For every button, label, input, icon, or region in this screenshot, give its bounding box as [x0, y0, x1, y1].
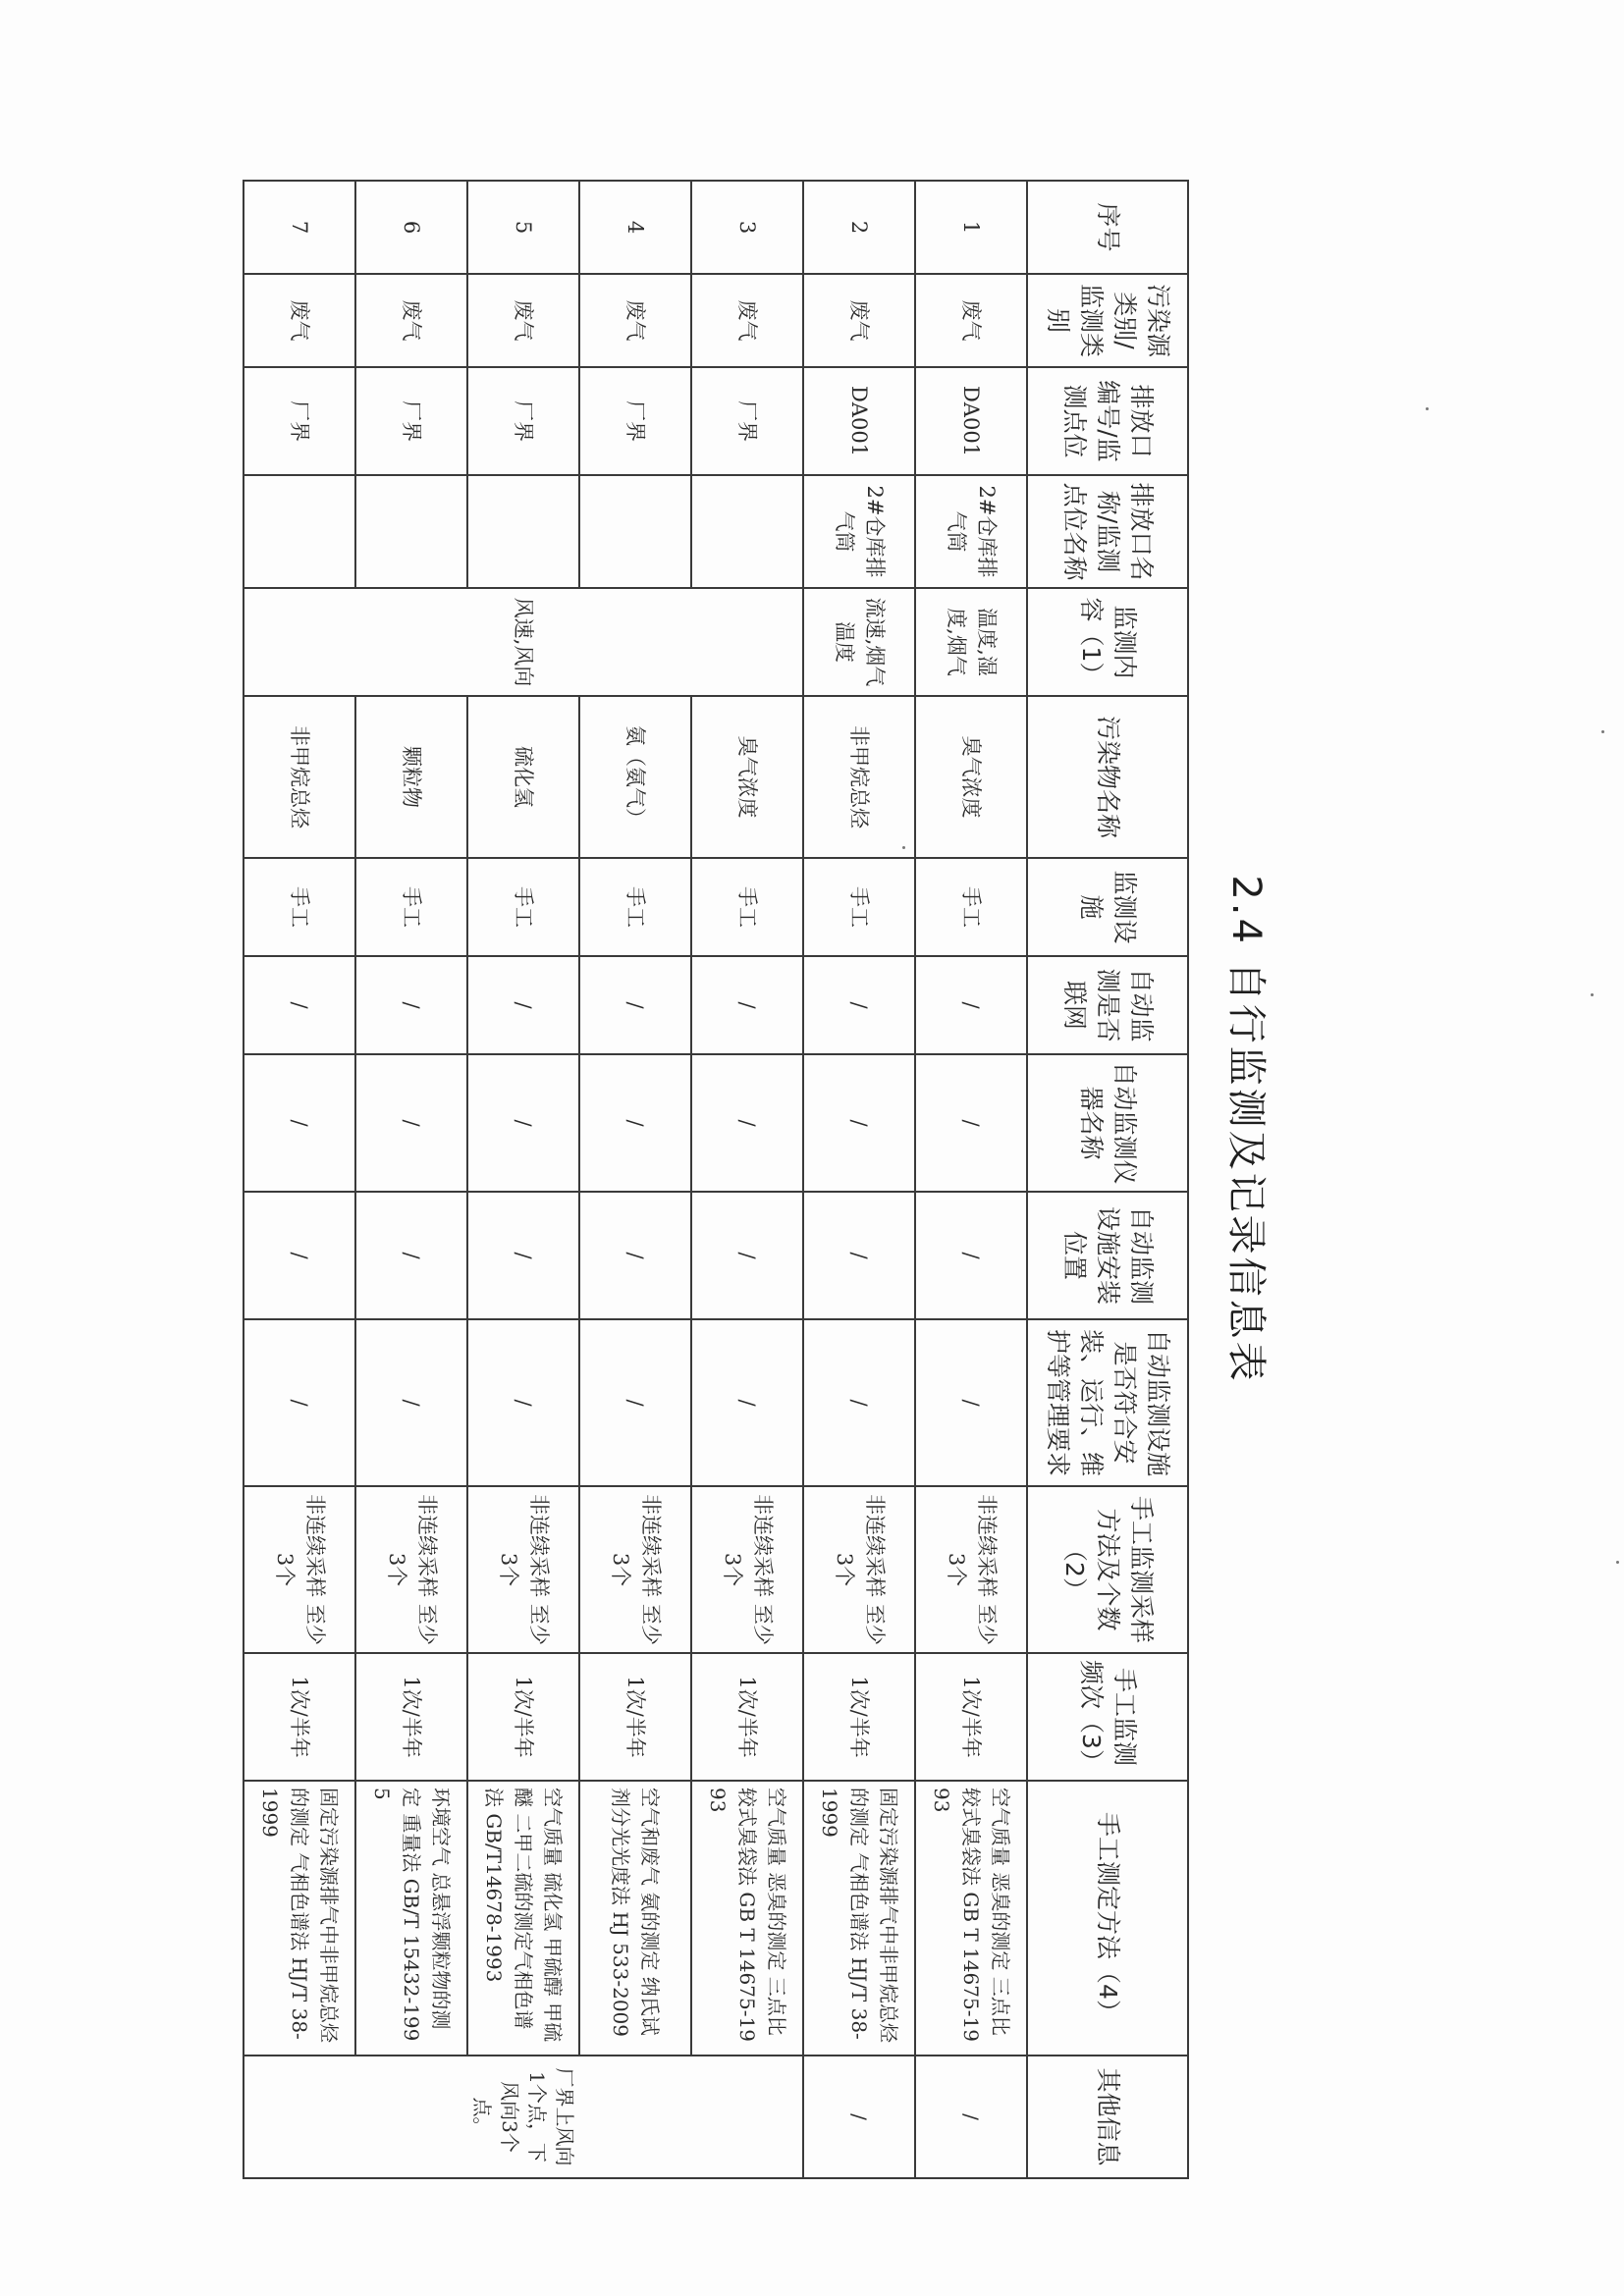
cell-compliance: /: [691, 1319, 803, 1486]
cell-outlet-name: 2#仓库排气筒: [803, 475, 915, 588]
cell-facility: 手工: [691, 858, 803, 956]
cell-instrument: /: [579, 1054, 691, 1192]
scan-speck: [1601, 730, 1604, 733]
header-cell: 手工监测采样方法及个数（2）: [1027, 1486, 1188, 1653]
cell-instrument: /: [691, 1054, 803, 1192]
cell-no: 4: [579, 181, 691, 274]
cell-networked: /: [467, 956, 579, 1054]
cell-no: 3: [691, 181, 803, 274]
cell-outlet-name: 2#仓库排气筒: [915, 475, 1027, 588]
cell-install-position: /: [355, 1192, 467, 1319]
cell-frequency: 1次/半年: [579, 1653, 691, 1781]
cell-sampling: 非连续采样 至少3个: [467, 1486, 579, 1653]
table-row: [915, 181, 1027, 2178]
cell-compliance: /: [467, 1319, 579, 1486]
cell-method: 固定污染源排气中非甲烷总烃的测定 气相色谱法 HJ/T 38-1999: [244, 1781, 355, 2056]
header-cell: 污染物名称: [1027, 696, 1188, 858]
cell-instrument: /: [803, 1054, 915, 1192]
cell-category: 废气: [579, 274, 691, 367]
cell-method: 环境空气 总悬浮颗粒物的测定 重量法 GB/T 15432-1995: [355, 1781, 467, 2056]
cell-sampling: 非连续采样 至少3个: [803, 1486, 915, 1653]
cell-outlet-id: 厂界: [244, 367, 355, 475]
cell-frequency: 1次/半年: [803, 1653, 915, 1781]
cell-compliance: /: [355, 1319, 467, 1486]
cell-networked: /: [803, 956, 915, 1054]
scan-speck: [1591, 993, 1594, 996]
cell-facility: 手工: [803, 858, 915, 956]
table-row: [579, 181, 691, 2178]
cell-facility: 手工: [244, 858, 355, 956]
table-row: [803, 181, 915, 2178]
cell-outlet-name: [691, 475, 803, 588]
cell-other: /: [803, 2056, 915, 2178]
cell-sampling: 非连续采样 至少3个: [691, 1486, 803, 1653]
cell-outlet-id: DA001: [915, 367, 1027, 475]
cell-install-position: /: [467, 1192, 579, 1319]
cell-instrument: /: [244, 1054, 355, 1192]
cell-outlet-id: DA001: [803, 367, 915, 475]
cell-compliance: /: [244, 1319, 355, 1486]
cell-outlet-id: 厂界: [467, 367, 579, 475]
rotated-content: [258, 180, 1297, 2166]
cell-sampling: 非连续采样 至少3个: [355, 1486, 467, 1653]
cell-outlet-id: 厂界: [691, 367, 803, 475]
cell-other: /: [915, 2056, 1027, 2178]
cell-networked: /: [915, 956, 1027, 1054]
section-title: 2.4 自行监测及记录信息表: [1223, 875, 1269, 1384]
cell-frequency: 1次/半年: [355, 1653, 467, 1781]
cell-method: 空气质量 恶臭的测定 三点比较式臭袋法 GB T 14675-1993: [915, 1781, 1027, 2056]
cell-no: 2: [803, 181, 915, 274]
cell-outlet-name: [467, 475, 579, 588]
cell-pollutant: 颗粒物: [355, 696, 467, 858]
cell-sampling: 非连续采样 至少3个: [244, 1486, 355, 1653]
cell-compliance: /: [915, 1319, 1027, 1486]
header-cell: 监测内容（1）: [1027, 588, 1188, 696]
header-cell: 自动监测设施安装位置: [1027, 1192, 1188, 1319]
cell-install-position: /: [579, 1192, 691, 1319]
header-row: [1027, 181, 1188, 2178]
cell-method: 空气质量 硫化氢 甲硫醇 甲硫醚 二甲二硫的测定气相色谱法 GB/T14678-1993: [467, 1781, 579, 2056]
cell-outlet-name: [355, 475, 467, 588]
cell-category: 废气: [355, 274, 467, 367]
cell-outlet-name: [579, 475, 691, 588]
cell-pollutant: 硫化氢: [467, 696, 579, 858]
cell-frequency: 1次/半年: [691, 1653, 803, 1781]
cell-category: 废气: [915, 274, 1027, 367]
header-cell: 排放口名称/监测点位名称: [1027, 475, 1188, 588]
monitoring-table: [243, 180, 1189, 2179]
cell-category: 废气: [244, 274, 355, 367]
cell-compliance: /: [579, 1319, 691, 1486]
cell-content-merged: 风速,风向: [244, 588, 803, 696]
cell-method: 空气和废气 氨的测定 纳氏试剂分光光度法 HJ 533-2009: [579, 1781, 691, 2056]
cell-outlet-name: [244, 475, 355, 588]
cell-outlet-id: 厂界: [579, 367, 691, 475]
table-row: [355, 181, 467, 2178]
cell-outlet-id: 厂界: [355, 367, 467, 475]
cell-sampling: 非连续采样 至少3个: [915, 1486, 1027, 1653]
header-cell: 手工测定方法（4）: [1027, 1781, 1188, 2056]
header-cell: 自动监测是否联网: [1027, 956, 1188, 1054]
cell-facility: 手工: [467, 858, 579, 956]
header-cell: 其他信息: [1027, 2056, 1188, 2178]
cell-category: 废气: [803, 274, 915, 367]
cell-no: 7: [244, 181, 355, 274]
header-cell: 自动监测设施是否符合安装、运行、维护等管理要求: [1027, 1319, 1188, 1486]
header-cell: 自动监测仪器名称: [1027, 1054, 1188, 1192]
table-row: [691, 181, 803, 2178]
cell-networked: /: [244, 956, 355, 1054]
cell-content: 温度,湿度,烟气: [915, 588, 1027, 696]
cell-pollutant: 氨（氨气）: [579, 696, 691, 858]
cell-method: 固定污染源排气中非甲烷总烃的测定 气相色谱法 HJ/T 38-1999: [803, 1781, 915, 2056]
cell-pollutant: 非甲烷总烃: [244, 696, 355, 858]
cell-content: 流速,烟气温度: [803, 588, 915, 696]
cell-frequency: 1次/半年: [915, 1653, 1027, 1781]
cell-category: 废气: [467, 274, 579, 367]
cell-pollutant: 臭气浓度: [691, 696, 803, 858]
cell-facility: 手工: [355, 858, 467, 956]
header-cell: 排放口编号/监测点位: [1027, 367, 1188, 475]
cell-no: 6: [355, 181, 467, 274]
cell-networked: /: [579, 956, 691, 1054]
cell-install-position: /: [803, 1192, 915, 1319]
cell-no: 1: [915, 181, 1027, 274]
cell-instrument: /: [467, 1054, 579, 1192]
cell-networked: /: [691, 956, 803, 1054]
cell-other-merged: 厂界上风向1个点，下风向3个点。: [244, 2056, 803, 2178]
cell-compliance: /: [803, 1319, 915, 1486]
header-cell: 序号: [1027, 181, 1188, 274]
cell-install-position: /: [915, 1192, 1027, 1319]
cell-category: 废气: [691, 274, 803, 367]
cell-install-position: /: [691, 1192, 803, 1319]
table-row: [244, 181, 355, 2178]
cell-instrument: /: [355, 1054, 467, 1192]
cell-pollutant: 臭气浓度: [915, 696, 1027, 858]
header-cell: 监测设施: [1027, 858, 1188, 956]
header-cell: 污染源类别/监测类别: [1027, 274, 1188, 367]
cell-no: 5: [467, 181, 579, 274]
table-row: [467, 181, 579, 2178]
cell-facility: 手工: [915, 858, 1027, 956]
cell-frequency: 1次/半年: [467, 1653, 579, 1781]
cell-networked: /: [355, 956, 467, 1054]
scan-speck: [1616, 1561, 1619, 1564]
cell-instrument: /: [915, 1054, 1027, 1192]
scan-speck: [1426, 407, 1429, 410]
header-cell: 手工监测频次（3）: [1027, 1653, 1188, 1781]
cell-pollutant: 非甲烷总烃: [803, 696, 915, 858]
cell-install-position: /: [244, 1192, 355, 1319]
cell-frequency: 1次/半年: [244, 1653, 355, 1781]
scan-speck: [902, 846, 905, 849]
cell-facility: 手工: [579, 858, 691, 956]
cell-sampling: 非连续采样 至少3个: [579, 1486, 691, 1653]
cell-method: 空气质量 恶臭的测定 三点比较式臭袋法 GB T 14675-1993: [691, 1781, 803, 2056]
